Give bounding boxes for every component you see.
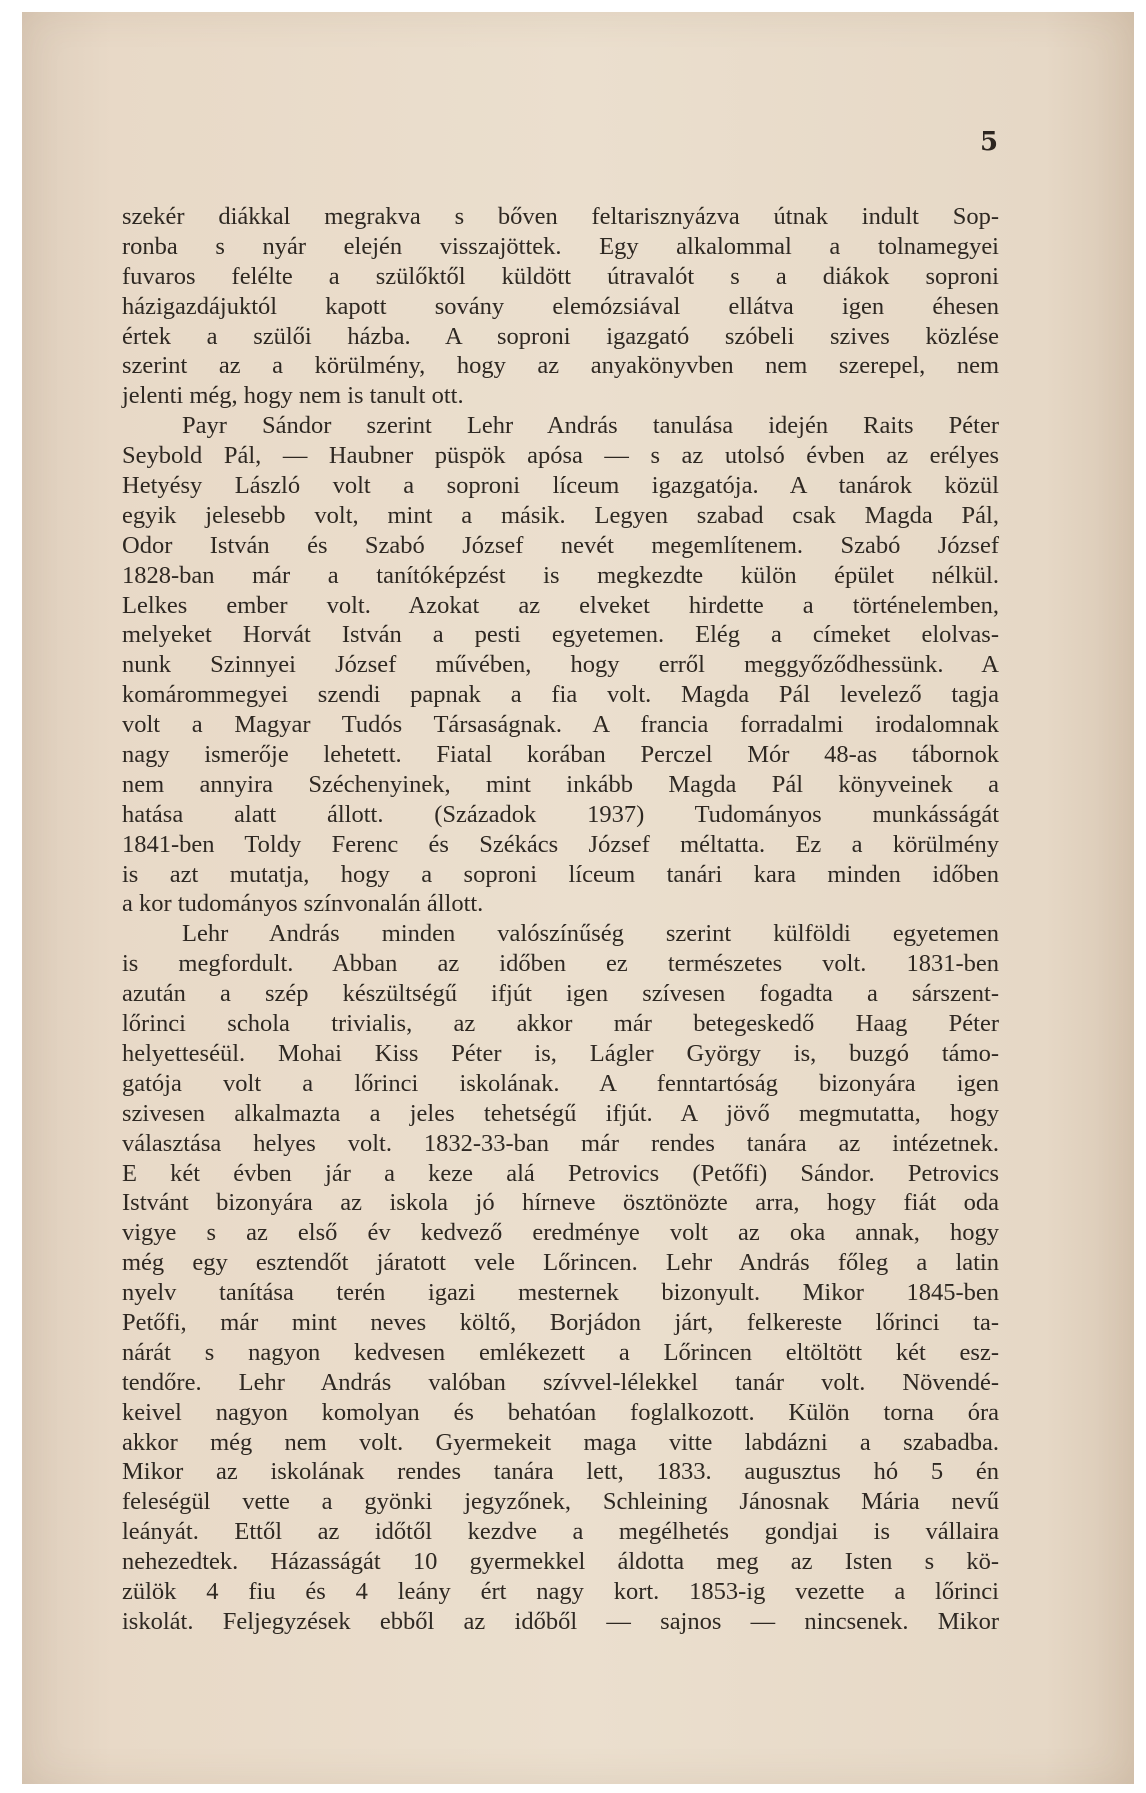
text-line: fuvaros felélte a szülőktől küldött útravalót s a diákok soproni — [122, 262, 999, 290]
text-line: Istvánt bizonyára az iskola jó hírneve ösztönözte arra, hogy fiát oda — [122, 1189, 999, 1217]
text-line: nárát s nagyon kedvesen emlékezett a Lőrincen eltöltött két esz- — [122, 1338, 999, 1366]
text-line: komárommegyei szendi papnak a fia volt. Magda Pál levelező tagja — [122, 681, 999, 709]
text-line: nehezedtek. Házasságát 10 gyermekkel áldotta meg az Isten s kö- — [122, 1548, 999, 1576]
text-line: Payr Sándor szerint Lehr András tanulása idején Raits Péter — [182, 412, 999, 440]
text-line: azután a szép készültségű ifjút igen szívesen fogadta a sárszent- — [122, 980, 999, 1008]
text-line: tendőre. Lehr András valóban szívvel-lélekkel tanár volt. Növendé- — [122, 1368, 999, 1396]
text-line: Hetyésy László volt a soproni líceum igazgatója. A tanárok közül — [122, 472, 999, 500]
text-line: Petőfi, már mint neves költő, Borjádon járt, felkereste lőrinci ta- — [122, 1308, 999, 1336]
text-line: nunk Szinnyei József művében, hogy erről meggyőződhessünk. A — [122, 651, 999, 679]
text-line: Lelkes ember volt. Azokat az elveket hirdette a történelemben, — [122, 591, 999, 619]
text-line: Seybold Pál, — Haubner püspök apósa — s az utolsó évben az erélyes — [122, 442, 999, 470]
text-line: vigye s az első év kedvező eredménye volt az oka annak, hogy — [122, 1219, 999, 1247]
text-line: jelenti még, hogy nem is tanult ott. — [122, 382, 464, 410]
page-number: 5 — [980, 127, 999, 157]
text-line: értek a szülői házba. A soproni igazgató szóbeli szives közlése — [122, 322, 999, 350]
book-page — [22, 12, 1134, 1784]
text-line: szivesen alkalmazta a jeles tehetségű ifjút. A jövő megmutatta, hogy — [122, 1099, 999, 1127]
text-line: nagy ismerője lehetett. Fiatal korában Perczel Mór 48-as tábornok — [122, 741, 999, 769]
text-line: is megfordult. Abban az időben ez természetes volt. 1831-ben — [122, 950, 999, 978]
text-line: nem annyira Széchenyinek, mint inkább Magda Pál könyveinek a — [122, 770, 999, 798]
text-line: egyik jelesebb volt, mint a másik. Legyen szabad csak Magda Pál, — [122, 501, 999, 529]
text-line: választása helyes volt. 1832-33-ban már rendes tanára az intézetnek. — [122, 1129, 999, 1157]
text-line: Mikor az iskolának rendes tanára lett, 1833. augusztus hó 5 én — [122, 1458, 999, 1486]
text-line: lőrinci schola trivialis, az akkor már betegeskedő Haag Péter — [122, 1010, 999, 1038]
body-text — [122, 202, 999, 1637]
text-line: akkor még nem volt. Gyermekeit maga vitte labdázni a szabadba. — [122, 1428, 999, 1456]
text-line: Lehr András minden valószínűség szerint külföldi egyetemen — [182, 920, 999, 948]
text-line: is azt mutatja, hogy a soproni líceum tanári kara minden időben — [122, 860, 999, 888]
text-line: nyelv tanítása terén igazi mesternek bizonyult. Mikor 1845-ben — [122, 1279, 999, 1307]
text-line: a kor tudományos színvonalán állott. — [122, 890, 484, 918]
text-line: volt a Magyar Tudós Társaságnak. A francia forradalmi irodalomnak — [122, 711, 999, 739]
text-line: ronba s nyár elején visszajöttek. Egy alkalommal a tolnamegyei — [122, 232, 999, 260]
text-line: 1841-ben Toldy Ferenc és Székács József méltatta. Ez a körülmény — [122, 830, 999, 858]
text-line: helyetteséül. Mohai Kiss Péter is, Lágler György is, buzgó támo- — [122, 1039, 999, 1067]
text-line: Odor István és Szabó József nevét megemlítenem. Szabó József — [122, 531, 999, 559]
text-line: keivel nagyon komolyan és behatóan foglalkozott. Külön torna óra — [122, 1398, 999, 1426]
text-line: szerint az a körülmény, hogy az anyakönyvben nem szerepel, nem — [122, 352, 999, 380]
text-line: 1828-ban már a tanítóképzést is megkezdte külön épület nélkül. — [122, 561, 999, 589]
text-line: feleségül vette a gyönki jegyzőnek, Schleining Jánosnak Mária nevű — [122, 1488, 999, 1516]
text-line: hatása alatt állott. (Századok 1937) Tudományos munkásságát — [122, 800, 999, 828]
text-line: iskolát. Feljegyzések ebből az időből — sajnos — nincsenek. Mikor — [122, 1607, 999, 1635]
text-line: gatója volt a lőrinci iskolának. A fenntartóság bizonyára igen — [122, 1069, 999, 1097]
text-line: még egy esztendőt járatott vele Lőrincen. Lehr András főleg a latin — [122, 1249, 999, 1277]
text-line: zülök 4 fiu és 4 leány ért nagy kort. 1853-ig vezette a lőrinci — [122, 1577, 999, 1605]
text-line: házigazdájuktól kapott sovány elemózsiával ellátva igen éhesen — [122, 292, 999, 320]
text-line: E két évben jár a keze alá Petrovics (Petőfi) Sándor. Petrovics — [122, 1159, 999, 1187]
text-line: szekér diákkal megrakva s bőven feltarisznyázva útnak indult Sop- — [122, 203, 999, 230]
text-line: melyeket Horvát István a pesti egyetemen. Elég a címeket elolvas- — [122, 621, 999, 649]
text-line: leányát. Ettől az időtől kezdve a megélhetés gondjai is vállaira — [122, 1518, 999, 1546]
